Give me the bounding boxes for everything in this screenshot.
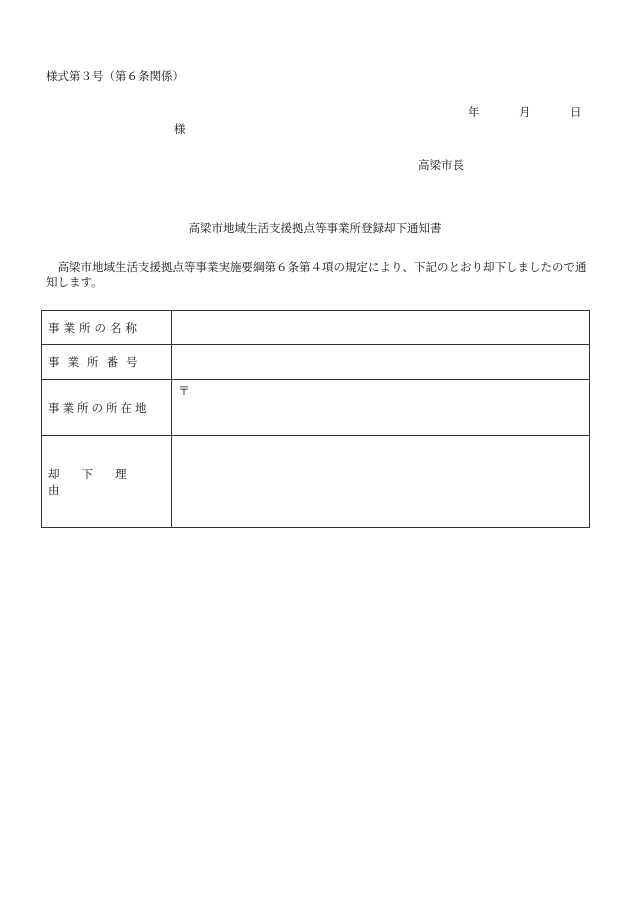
value-office-address[interactable] (172, 380, 590, 436)
date-day-label: 日 (570, 105, 582, 119)
body-paragraph-container (46, 260, 591, 290)
info-table (41, 310, 590, 528)
body-paragraph: 高梁市地域生活支援拠点等事業実施要綱第６条第４項の規定により、下記のとおり却下しましたので通知します。 (46, 260, 587, 289)
label-rejection-reason: 却下理由 (48, 466, 149, 497)
label-office-name: 事業所の名称 (48, 320, 141, 335)
table-label-cell (42, 311, 172, 345)
form-number: 様式第３号（第６条関係） (46, 69, 184, 83)
issuer-name: 高梁市長 (418, 158, 464, 172)
date-year-label: 年 (468, 105, 480, 119)
table-label-cell (42, 436, 172, 528)
value-office-number[interactable] (172, 345, 590, 380)
label-office-address: 事業所の所在地 (48, 400, 150, 415)
document-title: 高梁市地域生活支援拠点等事業所登録却下通知書 (188, 221, 442, 235)
date-month-label: 月 (519, 105, 531, 119)
table-row (42, 345, 590, 380)
postal-mark: 〒 (178, 384, 191, 398)
table-row (42, 311, 590, 345)
value-rejection-reason[interactable] (172, 436, 590, 528)
table-label-cell (42, 380, 172, 436)
addressee-suffix: 様 (174, 122, 186, 136)
label-office-number: 事業所番号 (48, 355, 146, 369)
table-row (42, 436, 590, 528)
table-label-cell (42, 345, 172, 380)
table-row (42, 380, 590, 436)
value-office-name[interactable] (172, 311, 590, 345)
